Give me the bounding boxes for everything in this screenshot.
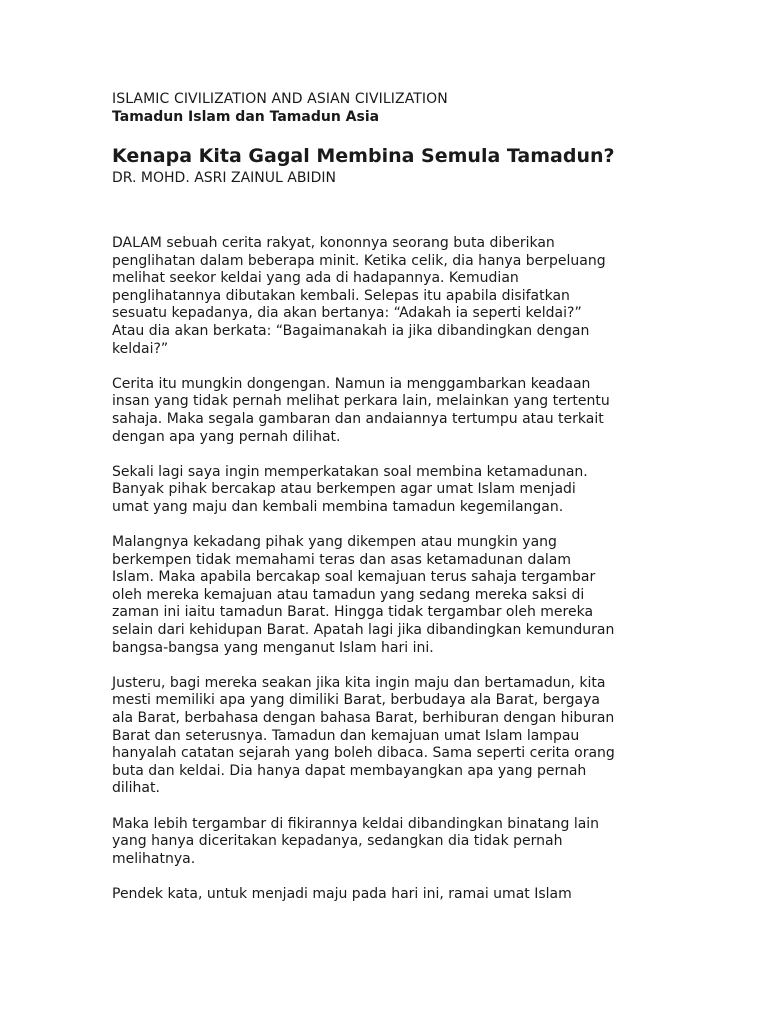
paragraph: Sekali lagi saya ingin memperkatakan soal membina ketamadunan. Banyak pihak bercakap atau berkempen agar umat Islam menjadi umat yang maju dan kembali membina tamadun kegemilangan. (112, 463, 588, 515)
article-author: DR. MOHD. ASRI ZAINUL ABIDIN (112, 170, 336, 186)
paragraph: Pendek kata, untuk menjadi maju pada hari ini, ramai umat Islam (112, 885, 572, 902)
course-subtitle: Tamadun Islam dan Tamadun Asia (112, 109, 380, 125)
article-title: Kenapa Kita Gagal Membina Semula Tamadun? (112, 145, 615, 167)
course-title: ISLAMIC CIVILIZATION AND ASIAN CIVILIZATION (112, 91, 448, 107)
article-body (112, 235, 660, 904)
document-page (112, 90, 660, 921)
paragraph: Justeru, bagi mereka seakan jika kita ingin maju dan bertamadun, kita mesti memiliki apa yang dimiliki Barat, berbudaya ala Barat, bergaya ala Barat, berbahasa dengan bahasa Barat, berhiburan dengan hiburan Barat dan seterusnya. Tamadun dan kemajuan umat Islam lampau hanyalah catatan sejarah yang boleh dibaca. Sama seperti cerita orang buta dan keldai. Dia hanya dapat membayangkan apa yang pernah dilihat. (112, 674, 615, 797)
paragraph: DALAM sebuah cerita rakyat, kononnya seorang buta diberikan penglihatan dalam beberapa minit. Ketika celik, dia hanya berpeluang melihat seekor keldai yang ada di hadapannya. Kemudian penglihatannya dibutakan kembali. Selepas itu apabila disifatkan sesuatu kepadanya, dia akan bertanya: “Adakah ia seperti keldai?” Atau dia akan berkata: “Bagaimanakah ia jika dibandingkan dengan keldai?” (112, 235, 606, 357)
paragraph: Maka lebih tergambar di fikirannya keldai dibandingkan binatang lain yang hanya diceritakan kepadanya, sedangkan dia tidak pernah melihatnya. (112, 815, 600, 867)
paragraph: Malangnya kekadang pihak yang dikempen atau mungkin yang berkempen tidak memahami teras dan asas ketamadunan dalam Islam. Maka apabila bercakap soal kemajuan terus sahaja tergambar oleh mereka kemajuan atau tamadun yang sedang mereka saksi di zaman ini iaitu tamadun Barat. Hingga tidak tergambar oleh mereka selain dari kehidupan Barat. Apatah lagi jika dibandingkan kemunduran bangsa-bangsa yang menganut Islam hari ini. (112, 534, 615, 656)
paragraph: Cerita itu mungkin dongengan. Namun ia menggambarkan keadaan insan yang tidak pernah melihat perkara lain, melainkan yang tertentu sahaja. Maka segala gambaran dan andaiannya tertumpu atau terkait dengan apa yang pernah dilihat. (112, 375, 610, 445)
